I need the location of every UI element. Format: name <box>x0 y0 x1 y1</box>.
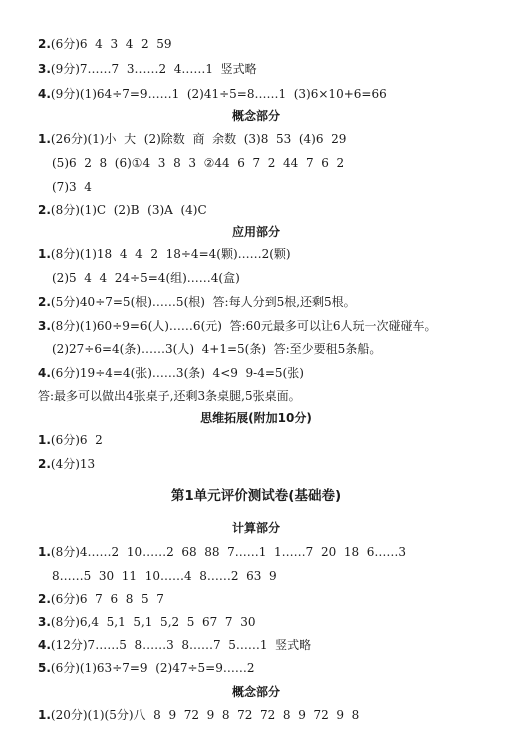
section-heading-concept: 概念部分 <box>231 109 280 123</box>
answer-line: (2)5 4 4 24÷5=4(组)……4(盒) <box>52 271 240 285</box>
answer-line: 5.(6分)(1)63÷7=9 (2)47÷5=9……2 <box>38 661 255 675</box>
section-heading-extension: 思维拓展(附加10分) <box>200 411 312 425</box>
answer-line: 2.(6分)6 4 3 4 2 59 <box>38 37 172 51</box>
answer-line: 2.(6分)6 7 6 8 5 7 <box>38 592 164 606</box>
answer-line: 4.(12分)7……5 8……3 8……7 5……1 竖式略 <box>38 638 312 652</box>
answer-line: 3.(9分)7……7 3……2 4……1 竖式略 <box>38 62 257 76</box>
answer-line: 3.(8分)6,4 5,1 5,1 5,2 5 67 7 30 <box>38 615 256 629</box>
answer-line: 3.(8分)(1)60÷9=6(人)……6(元) 答:60元最多可以让6人玩一次碰碰车。 <box>38 319 437 333</box>
answer-line: 8……5 30 11 10……4 8……2 63 9 <box>52 569 277 583</box>
section-heading-calculation: 计算部分 <box>231 521 280 535</box>
answer-line: (5)6 2 8 (6)①4 3 8 3 ②44 6 7 2 44 7 6 2 <box>52 156 345 170</box>
answer-line: 1.(8分)4……2 10……2 68 88 7……1 1……7 20 18 6……3 <box>38 545 407 559</box>
answer-line: 1.(6分)6 2 <box>38 433 103 447</box>
answer-line: (2)27÷6=4(条)……3(人) 4+1=5(条) 答:至少要租5条船。 <box>52 342 382 356</box>
answer-line: 2.(4分)13 <box>38 457 96 471</box>
answer-line: 1.(8分)(1)18 4 4 2 18÷4=4(颗)……2(颗) <box>38 247 291 261</box>
answer-line: 4.(9分)(1)64÷7=9……1 (2)41÷5=8……1 (3)6×10+6=66 <box>38 87 387 101</box>
section-heading-concept-2: 概念部分 <box>231 685 280 699</box>
answer-line: 2.(8分)(1)C (2)B (3)A (4)C <box>38 203 207 217</box>
answer-line: (7)3 4 <box>52 180 92 194</box>
answer-line: 4.(6分)19÷4=4(张)……3(条) 4<9 9-4=5(张) <box>38 366 304 380</box>
answer-line: 2.(5分)40÷7=5(根)……5(根) 答:每人分到5根,还剩5根。 <box>38 295 356 309</box>
answer-line: 1.(20分)(1)(5分)八 8 9 72 9 8 72 72 8 9 72 9 8 <box>38 708 360 722</box>
unit-test-title: 第1单元评价测试卷(基础卷) <box>170 488 342 504</box>
answer-line: 1.(26分)(1)小 大 (2)除数 商 余数 (3)8 53 (4)6 29 <box>38 132 347 146</box>
section-heading-application: 应用部分 <box>231 225 280 239</box>
answer-line: 答:最多可以做出4张桌子,还剩3条桌腿,5张桌面。 <box>38 389 301 403</box>
